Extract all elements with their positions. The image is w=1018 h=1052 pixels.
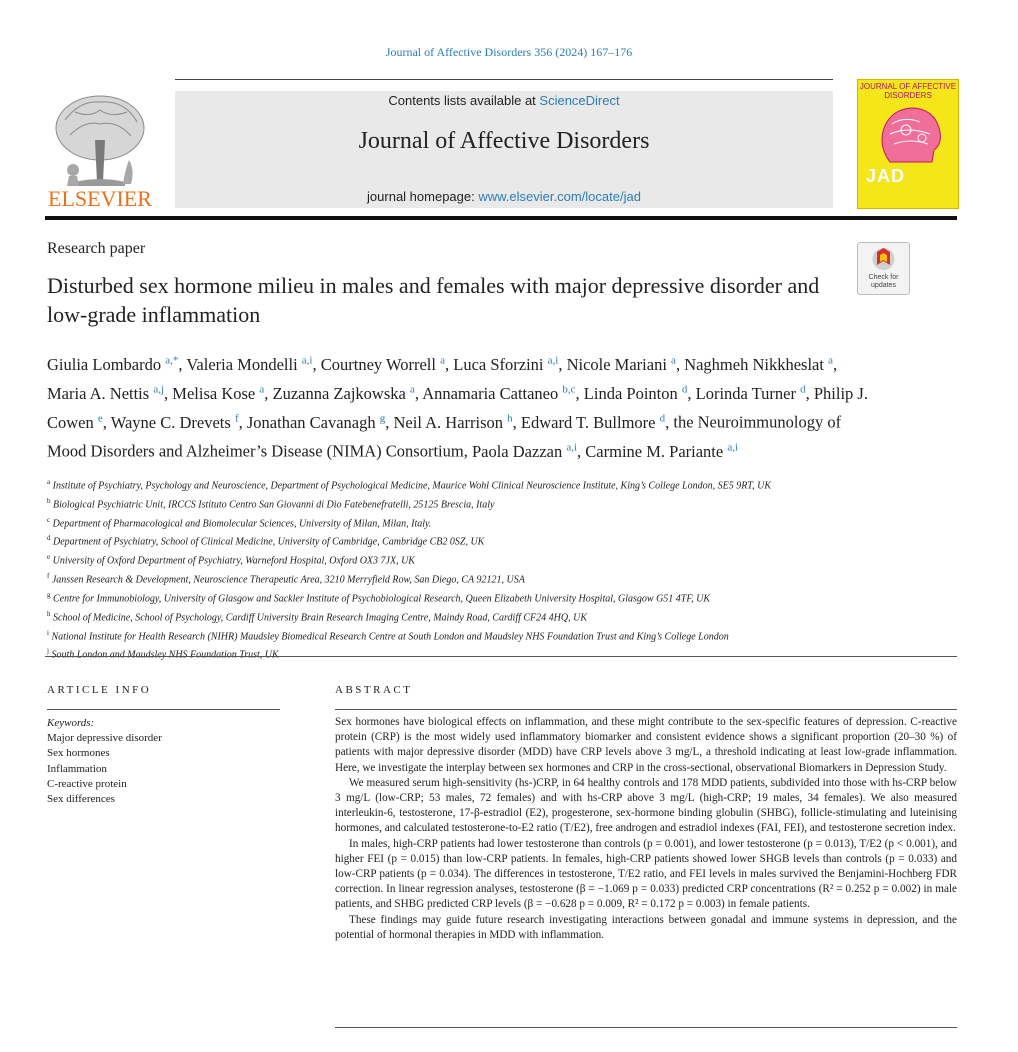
contents-available-line <box>175 93 833 108</box>
affiliation: $^h$ School of Medicine, School of Psychology, Cardiff University Brain Research Imaging Centre, Maindy Road, Cardiff CF24 4HQ, UK <box>47 609 587 624</box>
author[interactable]: Edward T. Bullmore $^d$, <box>520 412 674 432</box>
author-consortium[interactable]: the Neuroimmunology of Mood Disorders and Alzheimer’s Disease (NIMA) Consortium, <box>47 412 842 461</box>
keyword[interactable]: Sex differences <box>47 793 115 806</box>
abstract-paragraph: Sex hormones have biological effects on inflammation, and these might contribute to the sex-specific features of depression. C-reactive protein (CRP) is the most widely used inflammatory biomarker and consistent evidence shows a significant proportion (20–30 %) of patients with major depressive disorder (MDD) have CRP levels above 3 mg/L, a threshold indicating at least low-grade inflammation. Here, we investigate the interplay between sex hormones and CRP in the cross-sectional, observational Biomarkers in Depression Study. <box>335 716 957 774</box>
keywords-label: Keywords: <box>47 717 95 729</box>
keyword[interactable]: C-reactive protein <box>47 777 127 790</box>
affiliation: j <box>47 647 49 656</box>
article-type: Research paper <box>47 240 146 257</box>
author[interactable]: Zuzanna Zajkowska $^a$, <box>272 383 423 403</box>
affiliation: $^e$ University of Oxford Department of Psychiatry, Warneford Hospital, Oxford OX3 7JX, UK <box>47 553 415 567</box>
keywords-block <box>47 716 287 807</box>
author[interactable]: Linda Pointon $^d$, <box>583 383 696 403</box>
paper-title: Disturbed sex hormone milieu in males and females with major depressive disorder and low-grade inflammation <box>47 273 820 327</box>
author[interactable]: Nicole Mariani $^a$, <box>566 354 685 374</box>
abstract-rule <box>335 709 957 710</box>
author[interactable]: Maria A. Nettis $^{a,j}$, <box>47 383 173 403</box>
section-divider <box>45 656 957 657</box>
elsevier-wordmark[interactable]: ELSEVIER <box>48 186 152 211</box>
author[interactable]: Valeria Mondelli $^{a,i}$, <box>186 354 321 374</box>
affiliation: $^c$ Department of Pharmacological and Biomolecular Sciences, University of Milan, Milan, Italy. <box>47 515 432 529</box>
journal-homepage-line <box>175 189 833 204</box>
author[interactable]: Carmine M. Pariante $^{a,i}$ <box>585 441 739 461</box>
author[interactable]: Annamaria Cattaneo $^{b,c}$, <box>422 383 584 403</box>
affiliation: $^f$ Janssen Research & Development, Neuroscience Therapeutic Area, 3210 Merryfield Row, San Diego, CA 92121, USA <box>47 572 525 586</box>
journal-title: Journal of Affective Disorders <box>358 128 650 154</box>
affiliation: $^g$ Centre for Immunobiology, University of Glasgow and Sackler Institute of Psychobiological Research, Queen Elizabeth University Hospital, Glasgow G51 4TF, UK <box>47 590 711 605</box>
cover-jad-abbrev: JAD <box>866 166 906 186</box>
homepage-prefix: journal homepage: <box>367 189 479 204</box>
abstract-body <box>335 715 957 943</box>
journal-citation[interactable]: Journal of Affective Disorders 356 (2024) 167–176 <box>385 45 633 59</box>
keyword[interactable]: Sex hormones <box>47 747 110 760</box>
author[interactable]: Philip J. Cowen $^e$, <box>47 383 868 432</box>
author[interactable]: Giulia Lombardo $^{a,*}$, <box>47 354 187 374</box>
cover-title: JOURNAL OF AFFECTIVE DISORDERS <box>859 82 957 100</box>
author[interactable]: Melisa Kose $^a$, <box>172 383 273 403</box>
author[interactable]: Naghmeh Nikkheslat $^a$, <box>684 354 838 374</box>
sciencedirect-link[interactable]: ScienceDirect <box>539 93 620 108</box>
affiliation-list <box>47 475 847 663</box>
author[interactable]: Lorinda Turner $^d$, <box>695 383 814 403</box>
journal-homepage-link[interactable]: www.elsevier.com/locate/jad <box>478 189 641 204</box>
abstract-bottom-rule <box>335 1027 957 1028</box>
author[interactable]: Jonathan Cavanagh $^g$, <box>246 412 394 432</box>
abstract-heading: ABSTRACT <box>335 684 413 696</box>
article-info-heading: ARTICLE INFO <box>47 684 152 696</box>
abstract-paragraph: These findings may guide future research investigating interactions between gonadal and immune systems in depression, and the potential of hormonal therapies in MDD with inflammation. <box>335 913 957 941</box>
affiliation: $^b$ Biological Psychiatric Unit, IRCCS Istituto Centro San Giovanni di Dio Fatebenefratelli, 25125 Brescia, Italy <box>47 496 495 511</box>
author[interactable]: Neil A. Harrison $^h$, <box>393 412 521 432</box>
author[interactable]: Paola Dazzan $^{a,i}$, <box>471 441 586 461</box>
author-list <box>47 348 877 464</box>
article-info-rule <box>47 709 280 710</box>
check-updates-icon <box>858 245 909 275</box>
contents-prefix: Contents lists available at <box>388 93 540 108</box>
check-updates-label: Check for updates <box>868 274 899 289</box>
abstract-paragraph: In males, high-CRP patients had lower testosterone than controls (p = 0.001), and lower testosterone (p = 0.013), T/E2 (p < 0.001), and higher FEI (p = 0.015) than low-CRP patients. In females, high-CRP patients showed lower SHGB levels than controls (p = 0.033) and low-CRP patients (p = 0.034). The differences in testosterone, T/E2 ratio, and FEI levels in males survived the Benjamini-Hochberg FDR correction. In linear regression analyses, testosterone (β = −1.069 p = 0.033) predicted CRP concentrations (R² = 0.252 p = 0.002) in male patients, and SHBG predicted CRP levels (β = −0.628 p = 0.009, R² = 0.172 p = 0.003) in female patients. <box>335 837 957 911</box>
author[interactable]: Courtney Worrell $^a$, <box>320 354 454 374</box>
keyword[interactable]: Major depressive disorder <box>47 732 162 745</box>
header-thick-rule <box>45 216 957 220</box>
top-rule <box>175 79 833 80</box>
abstract-paragraph: We measured serum high-sensitivity (hs-)CRP, in 64 healthy controls and 178 MDD patients, subdivided into those with hs-CRP below 3 mg/L (low-CRP; 53 males, 72 females) and with hs-CRP above 3 mg/L (high-CRP; 19 males, 34 females). We also measured interleukin-6, testosterone, 17-β-estradiol (E2), progesterone, sex-hormone binding globulin (SHBG), follicle-stimulating and luteinising hormones, and calculated testosterone-to-E2 ratio (T/E2), free androgen and estradiol indexes (FAI, FEI), and testosterone secretion index. <box>335 776 957 835</box>
check-for-updates-button[interactable] <box>857 242 910 295</box>
author[interactable]: Luca Sforzini $^{a,i}$, <box>453 354 567 374</box>
affiliation: $^a$ Institute of Psychiatry, Psychology and Neuroscience, Department of Psychological Medicine, Maurice Wohl Clinical Neuroscience Institute, King’s College London, SE5 9RT, UK <box>47 478 772 492</box>
cover-head-illustration <box>872 102 948 168</box>
affiliation: $^i$ National Institute for Health Research (NIHR) Maudsley Biomedical Research Centre at South London and Maudsley NHS Foundation Trust and King’s College London <box>47 628 729 642</box>
journal-cover[interactable] <box>857 79 959 209</box>
affiliation: $^d$ Department of Psychiatry, School of Clinical Medicine, University of Cambridge, Cambridge CB2 0SZ, UK <box>47 534 485 548</box>
keyword[interactable]: Inflammation <box>47 762 107 775</box>
author[interactable]: Wayne C. Drevets $^f$, <box>110 412 247 432</box>
